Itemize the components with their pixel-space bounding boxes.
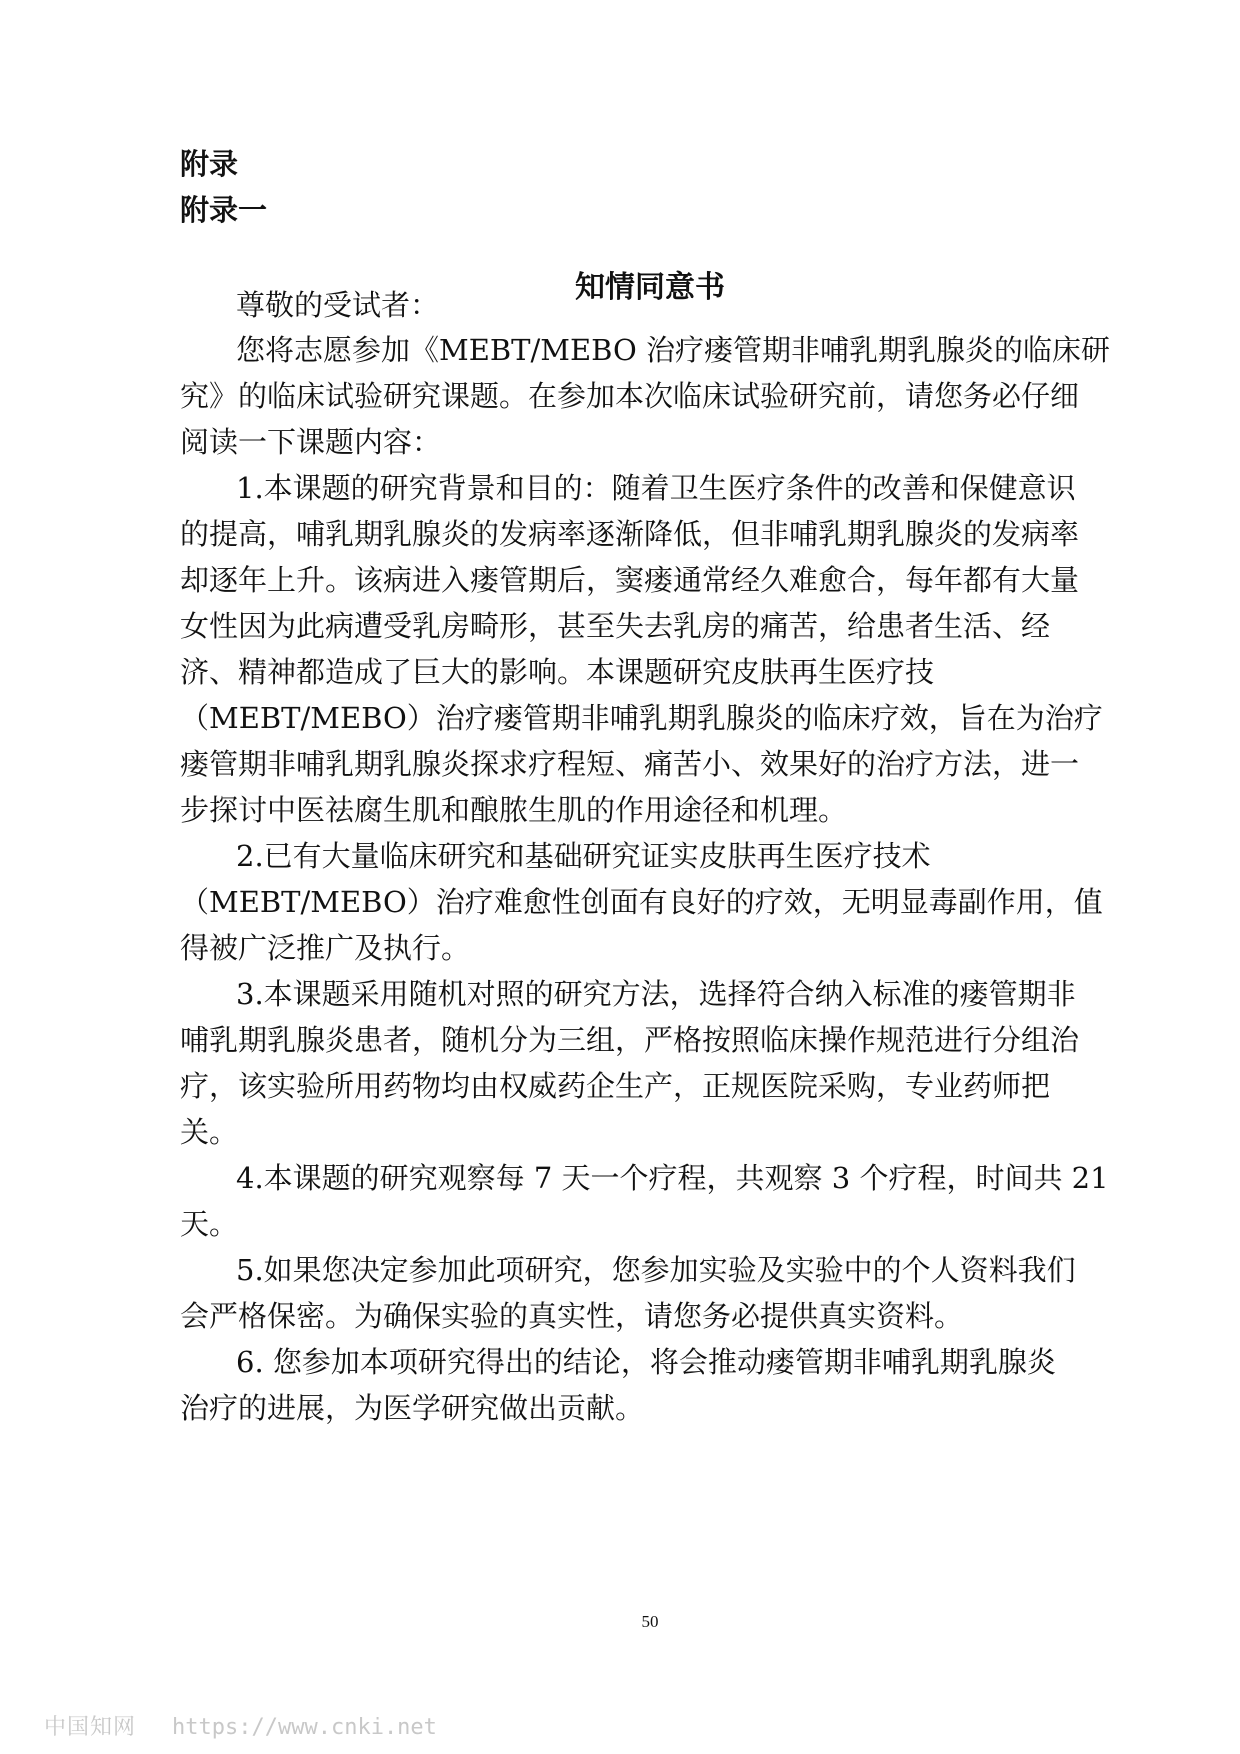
- body-line: 哺乳期乳腺炎患者，随机分为三组，严格按照临床操作规范进行分组治: [180, 1023, 1080, 1057]
- body-line: 却逐年上升。该病进入瘘管期后，窦瘘通常经久难愈合，每年都有大量: [180, 563, 1080, 597]
- body-line: 5.如果您决定参加此项研究，您参加实验及实验中的个人资料我们: [236, 1253, 1076, 1287]
- heading-appendix-one: 附录一: [180, 193, 268, 227]
- body-line: 女性因为此病遭受乳房畸形，甚至失去乳房的痛苦，给患者生活、经: [180, 609, 1051, 643]
- body-line: （MEBT/MEBO）治疗瘘管期非哺乳期乳腺炎的临床疗效，旨在为治疗: [180, 701, 1103, 735]
- body-line: 天。: [180, 1207, 239, 1241]
- document-title: 知情同意书: [575, 270, 725, 305]
- body-line: 济、精神都造成了巨大的影响。本课题研究皮肤再生医疗技: [180, 655, 935, 689]
- body-line: 4.本课题的研究观察每 7 天一个疗程，共观察 3 个疗程，时间共 21: [236, 1161, 1109, 1195]
- body-line: 步探讨中医祛腐生肌和酿脓生肌的作用途径和机理。: [180, 793, 848, 827]
- page-number: 50: [641, 1612, 659, 1631]
- body-line: 得被广泛推广及执行。: [180, 931, 471, 965]
- body-line: （MEBT/MEBO）治疗难愈性创面有良好的疗效，无明显毒副作用，值: [180, 885, 1103, 919]
- body-line: 3.本课题采用随机对照的研究方法，选择符合纳入标准的瘘管期非: [236, 977, 1076, 1011]
- body-line: 会严格保密。为确保实验的真实性，请您务必提供真实资料。: [180, 1299, 964, 1333]
- body-line: 究》的临床试验研究课题。在参加本次临床试验研究前，请您务必仔细: [180, 379, 1080, 413]
- body-line: 2.已有大量临床研究和基础研究证实皮肤再生医疗技术: [236, 839, 931, 873]
- body-line: 治疗的进展，为医学研究做出贡献。: [180, 1391, 645, 1425]
- body-line: 1.本课题的研究背景和目的：随着卫生医疗条件的改善和保健意识: [236, 471, 1076, 505]
- cnki-logo-text: 中国知网: [44, 1715, 137, 1740]
- heading-appendix: 附录: [180, 147, 239, 181]
- salutation: 尊敬的受试者：: [236, 288, 440, 322]
- cnki-url: https://www.cnki.net: [172, 1715, 437, 1740]
- body-line: 的提高，哺乳期乳腺炎的发病率逐渐降低，但非哺乳期乳腺炎的发病率: [180, 517, 1080, 551]
- body-line: 6. 您参加本项研究得出的结论，将会推动瘘管期非哺乳期乳腺炎: [236, 1345, 1056, 1379]
- body-line: 阅读一下课题内容：: [180, 425, 442, 459]
- body-line: 关。: [180, 1115, 239, 1149]
- cnki-watermark: [44, 1715, 437, 1741]
- body-line: 疗，该实验所用药物均由权威药企生产，正规医院采购，专业药师把: [180, 1069, 1051, 1103]
- body-line: 瘘管期非哺乳期乳腺炎探求疗程短、痛苦小、效果好的治疗方法，进一: [180, 747, 1080, 781]
- body-line: 您将志愿参加《MEBT/MEBO 治疗瘘管期非哺乳期乳腺炎的临床研: [236, 333, 1110, 367]
